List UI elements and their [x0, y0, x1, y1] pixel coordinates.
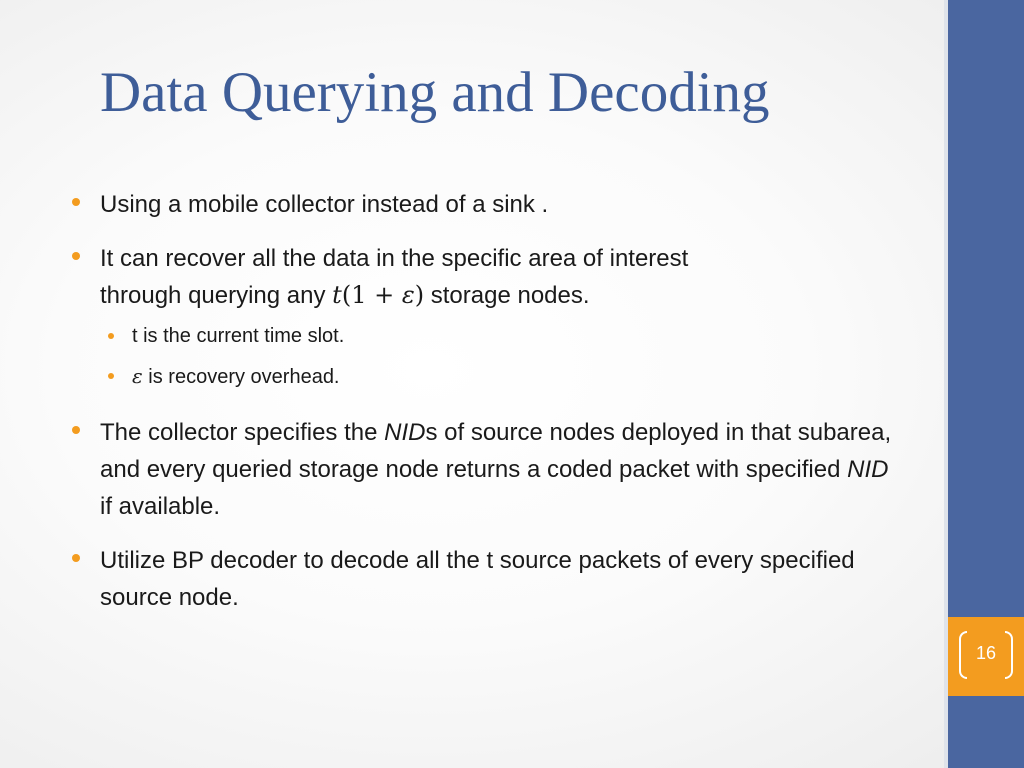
- formula-body: (1 +: [341, 281, 402, 309]
- bullet-text-line2-suffix: storage nodes.: [424, 282, 590, 309]
- formula-close: ): [414, 281, 425, 309]
- bullet-text: Using a mobile collector instead of a sink .: [100, 191, 549, 218]
- formula-epsilon: ε: [401, 281, 415, 309]
- bullet-text-line1: It can recover all the data in the specific area of interest: [100, 245, 689, 272]
- bullet-dot-icon: [72, 554, 80, 562]
- bullet-item-mobile-collector: [72, 186, 932, 223]
- formula-t: t: [332, 281, 342, 309]
- sub-bullet-list: [100, 316, 932, 397]
- bullet-text: Utilize BP decoder to decode all the t source packets of every specified source node.: [100, 547, 855, 611]
- slide-title: Data Querying and Decoding: [100, 61, 770, 124]
- sub-bullet-recovery-overhead: [100, 356, 932, 397]
- slide-number: 16: [975, 643, 997, 663]
- nid-term: NID: [384, 419, 426, 446]
- sub-bullet-dot-icon: [108, 333, 114, 339]
- sub-bullet-text: is recovery overhead.: [142, 366, 340, 388]
- epsilon-symbol: ε: [132, 364, 143, 388]
- bullet-dot-icon: [72, 426, 80, 434]
- bullet-item-collector-nids: [72, 414, 900, 525]
- bullet-list: [72, 186, 932, 633]
- bullet-text-part2: s of source nodes deployed in that subarea, and every queried storage node returns a coded packet with specified: [100, 419, 892, 483]
- sub-bullet-dot-icon: [108, 373, 114, 379]
- bullet-text-part1: The collector specifies the: [100, 419, 385, 446]
- slide-number-badge: [948, 617, 1024, 696]
- sub-bullet-text: t is the current time slot.: [132, 325, 345, 347]
- bullet-dot-icon: [72, 252, 80, 260]
- bullet-text-part3: if available.: [100, 493, 221, 520]
- bullet-item-recover-data: [72, 240, 932, 397]
- bullet-dot-icon: [72, 198, 80, 206]
- bullet-text-line2-prefix: through querying any: [100, 282, 333, 309]
- nid-term: NID: [847, 456, 889, 483]
- sub-bullet-time-slot: [100, 316, 932, 356]
- bullet-item-bp-decoder: [72, 542, 900, 616]
